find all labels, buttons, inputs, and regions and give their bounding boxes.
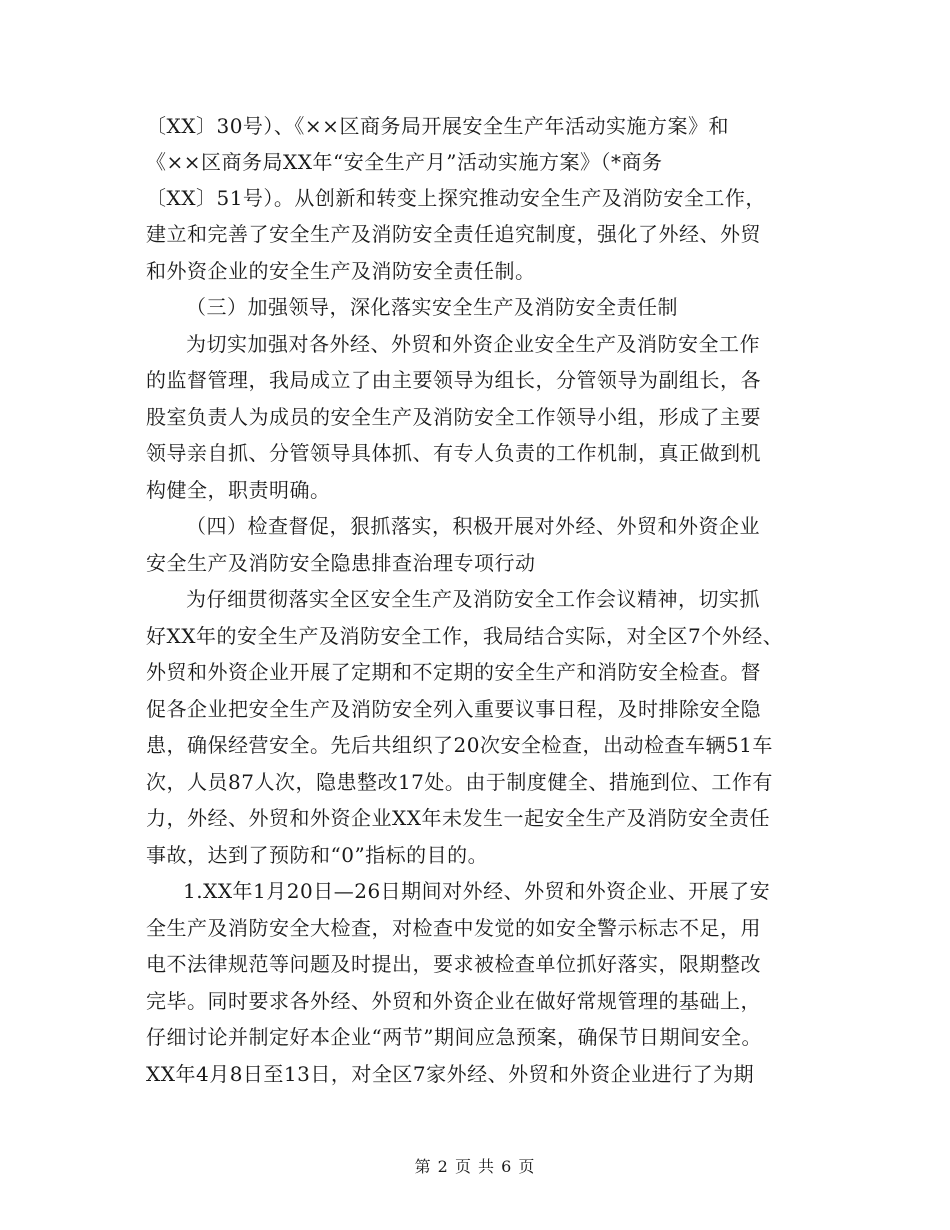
text-line-26: 仔细讨论并制定好本企业“两节”期间应急预案，确保节日期间安全。 <box>146 1025 762 1049</box>
section-heading-4: （四）检查督促，狠抓落实，积极开展对外经、外贸和外资企业 <box>186 514 760 538</box>
text-line-24: 电不法律规范等问题及时提出，要求被检查单位抓好落实，限期整改 <box>146 952 761 976</box>
text-line-5: 和外资企业的安全生产及消防安全责任制。 <box>146 259 536 283</box>
text-line-15: 好XX年的安全生产及消防安全工作，我局结合实际，对全区7个外经、 <box>146 624 784 648</box>
text-line-7: 为切实加强对各外经、外贸和外资企业安全生产及消防安全工作 <box>186 332 760 356</box>
text-line-9: 股室负责人为成员的安全生产及消防安全工作领导小组，形成了主要 <box>146 405 761 429</box>
text-line-4: 建立和完善了安全生产及消防安全责任追究制度，强化了外经、外贸 <box>146 222 761 246</box>
text-line-1: 〔XX〕30号）、《××区商务局开展安全生产年活动实施方案》和 <box>146 114 729 138</box>
text-line-14: 为仔细贯彻落实全区安全生产及消防安全工作会议精神，切实抓 <box>186 587 760 611</box>
text-line-23: 全生产及消防安全大检查，对检查中发觉的如安全警示标志不足，用 <box>146 916 761 940</box>
text-line-13: 安全生产及消防安全隐患排查治理专项行动 <box>146 551 536 575</box>
text-line-17: 促各企业把安全生产及消防安全列入重要议事日程，及时排除安全隐 <box>146 697 761 721</box>
section-heading-3: （三）加强领导，深化落实安全生产及消防安全责任制 <box>186 295 678 319</box>
text-line-25: 完毕。同时要求各外经、外贸和外资企业在做好常规管理的基础上， <box>146 989 761 1013</box>
text-line-2: 《××区商务局XX年“安全生产月”活动实施方案》（*商务 <box>146 150 663 174</box>
text-line-19: 次，人员87人次，隐患整改17处。由于制度健全、措施到位、工作有 <box>146 770 773 794</box>
text-line-22: 1.XX年1月20日—26日期间对外经、外贸和外资企业、开展了安 <box>183 879 771 903</box>
text-line-27: XX年4月8日至13日，对全区7家外经、外贸和外资企业进行了为期 <box>146 1062 755 1086</box>
text-line-18: 患，确保经营安全。先后共组织了20次安全检查，出动检查车辆51车 <box>146 733 773 757</box>
text-line-3: 〔XX〕51号）。从创新和转变上探究推动安全生产及消防安全工作， <box>146 186 766 210</box>
page-number-footer: 第 2 页 共 6 页 <box>414 1157 536 1176</box>
text-line-10: 领导亲自抓、分管领导具体抓、有专人负责的工作机制，真正做到机 <box>146 441 761 465</box>
text-line-16: 外贸和外资企业开展了定期和不定期的安全生产和消防安全检查。督 <box>146 660 761 684</box>
text-line-20: 力，外经、外贸和外资企业XX年未发生一起安全生产及消防安全责任 <box>146 806 770 830</box>
text-line-11: 构健全，职责明确。 <box>146 478 331 502</box>
text-line-21: 事故，达到了预防和“0”指标的目的。 <box>146 843 489 867</box>
text-line-8: 的监督管理，我局成立了由主要领导为组长，分管领导为副组长，各 <box>146 368 761 392</box>
